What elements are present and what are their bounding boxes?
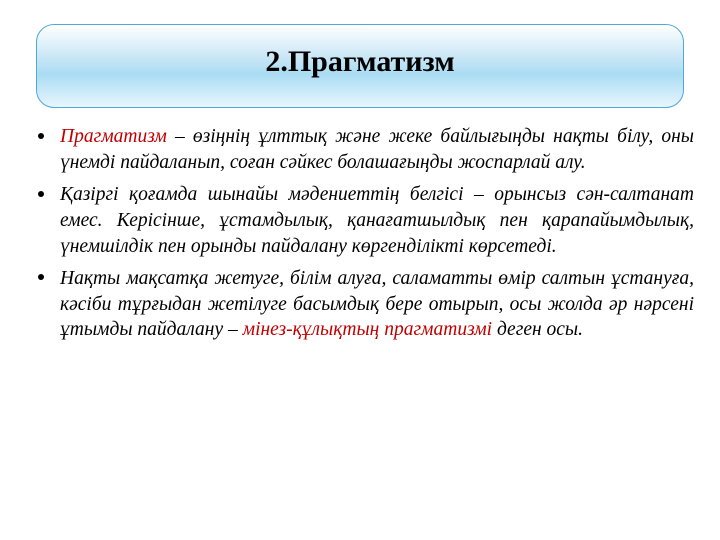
bullet-dot-icon [38,133,44,139]
list-item [30,124,694,176]
bullet-highlight-term: мінез-құлықтың прагматизмі [242,319,493,341]
bullet-text: Нақты мақсатқа жетуге, білім алуға, саламатты өмір салтын ұстануға, кәсіби тұрғыдан жетілуге басымдық бере отырып, осы жолда әр нәрсені ұтымды пайдалану – [60,267,694,341]
bullet-list [30,124,694,343]
slide-body [30,124,694,349]
title-banner [36,24,684,108]
bullet-dot-icon [38,274,44,280]
bullet-text: Қазіргі қоғамда шынайы мәдениеттің белгісі – орынсыз сән-салтанат емес. Керісінше, ұстамдылық, қанағатшылдық пен қарапайымдылық, үнемшілдік пен орынды пайдалану көргенділікті көрсетеді. [60,183,694,257]
bullet-text-tail: деген осы. [492,319,584,341]
list-item [30,182,694,260]
bullet-lead-term: Прагматизм [60,126,167,147]
page-title: 2.Прагматизм [265,45,455,78]
bullet-dot-icon [38,191,44,197]
list-item [30,266,694,344]
bullet-text: – өзіңнің ұлттық және жеке байлығыңды нақты білу, оны үнемді пайдаланып, соған сәйкес болашағыңды жоспарлай алу. [60,126,694,173]
